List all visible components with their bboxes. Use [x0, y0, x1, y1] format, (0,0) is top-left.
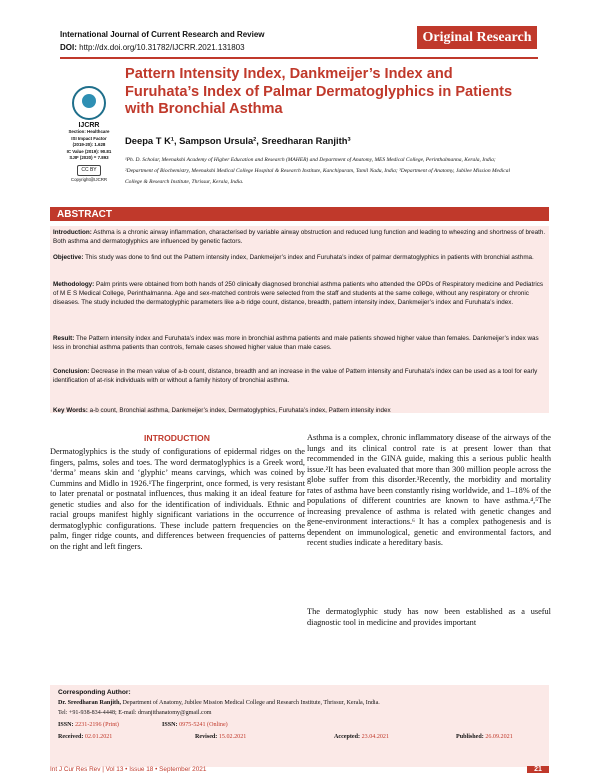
issn-print — [58, 722, 119, 728]
introduction-column-1: Dermatoglyphics is the study of configurations of epidermal ridges on the fingers, palms, soles and toes. The word dermatoglyphics is a Greek word, ‘derma’ means skin and ‘glyphic’ means carvings, which was coined by Cummins and Midlo in 1926.¹The fingerprint, once formed, is very resistant to later prenatal or postnatal influences, thus making it an ideal feature for genetic studies and also for the identification of individuals. Ethnic and racial groups manifest highly significant variations in the occurrence of dermatoglyphic configurations. These include pattern frequencies on the palm, finger ridge counts, and differences between frequencies of patterns on the right and left fingers. — [50, 447, 305, 551]
corresponding-contact[interactable]: Tel: +91-938-834-4448; E-mail: drranjithanatomy@gmail.com — [58, 710, 212, 716]
abstract-box — [50, 226, 549, 413]
abstract-conclusion — [53, 367, 547, 385]
page-number: 21 — [527, 766, 549, 773]
header-rule — [60, 57, 538, 59]
footer-citation: Int J Cur Res Rev | Vol 13 • Issue 18 • September 2021 — [50, 766, 207, 773]
abstract-result — [53, 334, 547, 352]
copyright-text: Copyright@IJCRR — [70, 176, 108, 182]
article-title: Pattern Intensity Index, Dankmeijer’s Index and Furuhata’s Index of Palmar Dermatoglyphics in Patients with Bronchial Asthma — [125, 66, 513, 117]
date-label: Revised: — [195, 734, 218, 740]
affiliations: ¹Ph. D. Scholar, Meenakshi Academy of Higher Education and Research (MAHER) and Department of Anatomy, MES Medical College, Perinthalmanna, Kerala, India; ²Department of Biochemistry, Meenakshi Medical College Hospital & Research Institute, Kanchipuram, Tamil Nadu, India; ³Department of Anatomy, Jubilee Mission Medical College & Research Institute, Thrissur, Kerala, India. — [125, 157, 510, 185]
abstract-methodology — [53, 280, 547, 308]
keywords-text: a-b count, Bronchial asthma, Dankmeijer’s index, Dermatoglyphics, Furuhata’s index, Pattern intensity index — [87, 407, 391, 414]
logo-meta-1: ISI Impact Factor — [71, 135, 107, 141]
issn-value: 0975-5241 (Online) — [179, 722, 228, 728]
corresponding-address-text: Department of Anatomy, Jubilee Mission Medical College and Research Institute, Thrissur, Kerala, India. — [120, 700, 380, 706]
date-published — [456, 734, 513, 740]
date-label: Published: — [456, 734, 484, 740]
abstract-objective — [53, 253, 547, 262]
issn-label: ISSN: — [162, 722, 178, 728]
doi-label: DOI: — [60, 43, 77, 52]
date-value: 23.04.2021 — [361, 734, 390, 740]
corresponding-name: Dr. Sreedharan Ranjith, — [58, 700, 121, 706]
article-type-badge: Original Research — [417, 26, 537, 49]
logo-name: IJCRR — [78, 122, 100, 129]
abstract-text: The Pattern intensity index and Furuhata’s index was more in bronchial asthma patients and male patients showed higher value than females. Dankmeijer’s index was less in bronchial asthma patients than controls, female cases showed higher value than male cases. — [53, 335, 539, 352]
abstract-label: Conclusion: — [53, 368, 90, 375]
date-value: 15.02.2021 — [218, 734, 247, 740]
date-value: 26.09.2021 — [485, 734, 513, 740]
corresponding-heading: Corresponding Author: — [58, 689, 131, 696]
cc-license-icon[interactable]: CC BY — [77, 165, 101, 176]
abstract-label: Introduction: — [53, 229, 92, 236]
issn-online — [162, 722, 228, 728]
logo-meta-4: SJIF (2020) = 7.893 — [69, 155, 109, 160]
abstract-text: Decrease in the mean value of a-b count, distance, breadth and an increase in the value of Pattern intensity and Furuhata’s index can be used as a tool for early identification of at-risk individuals with or without a family history of bronchial asthma. — [53, 368, 538, 385]
introduction-heading: INTRODUCTION — [144, 433, 210, 443]
corresponding-address — [58, 700, 380, 706]
abstract-bar — [50, 207, 549, 221]
date-label: Accepted: — [334, 734, 361, 740]
date-accepted — [334, 734, 389, 740]
abstract-label: Result: — [53, 335, 75, 342]
introduction-column-2-continued: The dermatoglyphic study has now been established as a useful diagnostic tool in medicine and provides important — [307, 607, 551, 627]
doi-line[interactable] — [60, 43, 245, 52]
journal-name: International Journal of Current Research and Review — [60, 30, 265, 39]
logo-meta-3: IC Value (2019): 90.81 — [66, 148, 112, 154]
journal-logo-icon — [72, 86, 106, 120]
abstract-introduction — [53, 228, 547, 246]
abstract-text: Palm prints were obtained from both hands of 250 clinically diagnosed bronchial asthma patients who attended the OPDs of Respiratory medicine and Pediatrics of M E S Medical College, Perinthalmanna. Age and sex-matched controls were selected from the staff and students at the same college, without any respiratory or chronic diseases. The study included the dermatoglyphic parameters like a-b ridge count, distance, breadth, pattern intensity index, Dankmeijer’s index and Furuhata’s index. — [53, 281, 544, 307]
abstract-label: Objective: — [53, 254, 84, 261]
author-list: Deepa T K¹, Sampson Ursula², Sreedharan Ranjith³ — [125, 135, 351, 146]
date-label: Received: — [58, 734, 84, 740]
keywords — [53, 406, 391, 415]
doi-link[interactable]: http://dx.doi.org/10.31782/IJCRR.2021.131803 — [79, 43, 245, 52]
date-value: 02.01.2021 — [84, 734, 113, 740]
abstract-heading: ABSTRACT — [57, 209, 112, 220]
date-received — [58, 734, 112, 740]
abstract-text: This study was done to find out the Pattern intensity index, Dankmeijer’s index and Furuhata’s index of palmar dermatoglyphics in patients with bronchial asthma. — [83, 254, 534, 261]
introduction-column-2: Asthma is a complex, chronic inflammatory disease of the airways of the lungs and its clinical control rate is at present lower than that recommended in the GINA guide, making this a serious public health issue.²It has been evaluated that more than 300 million people across the globe suffer from this disorder.³Recently, the morbidity and mortality rates of asthma have been constantly rising worldwide, and 1–18% of the populations of different countries are known to have asthma.⁴,⁵The increasing prevalence of asthma is related with genetic changes and gene-environment interactions.⁶ It has a complex pathogenesis and is dependent on immunological, genetic and environmental factors, and recent studies indicate a hereditary basis. — [307, 433, 551, 547]
issn-label: ISSN: — [58, 722, 74, 728]
issn-value: 2231-2196 (Print) — [75, 722, 119, 728]
abstract-text: Asthma is a chronic airway inflammation, characterised by variable airway obstruction and reduced lung function and leading to wheezing and shortness of breath. Both asthma and dermatoglyphics are influenced by genetic factors. — [53, 229, 546, 246]
logo-meta-2: (2019-20): 1.628 — [72, 142, 106, 147]
date-revised — [195, 734, 246, 740]
journal-logo-block — [60, 70, 118, 185]
abstract-label: Methodology: — [53, 281, 95, 288]
keywords-label: Key Words: — [53, 407, 88, 414]
corresponding-author-box — [50, 685, 549, 767]
logo-meta-0: Section: Healthcare — [68, 129, 110, 134]
